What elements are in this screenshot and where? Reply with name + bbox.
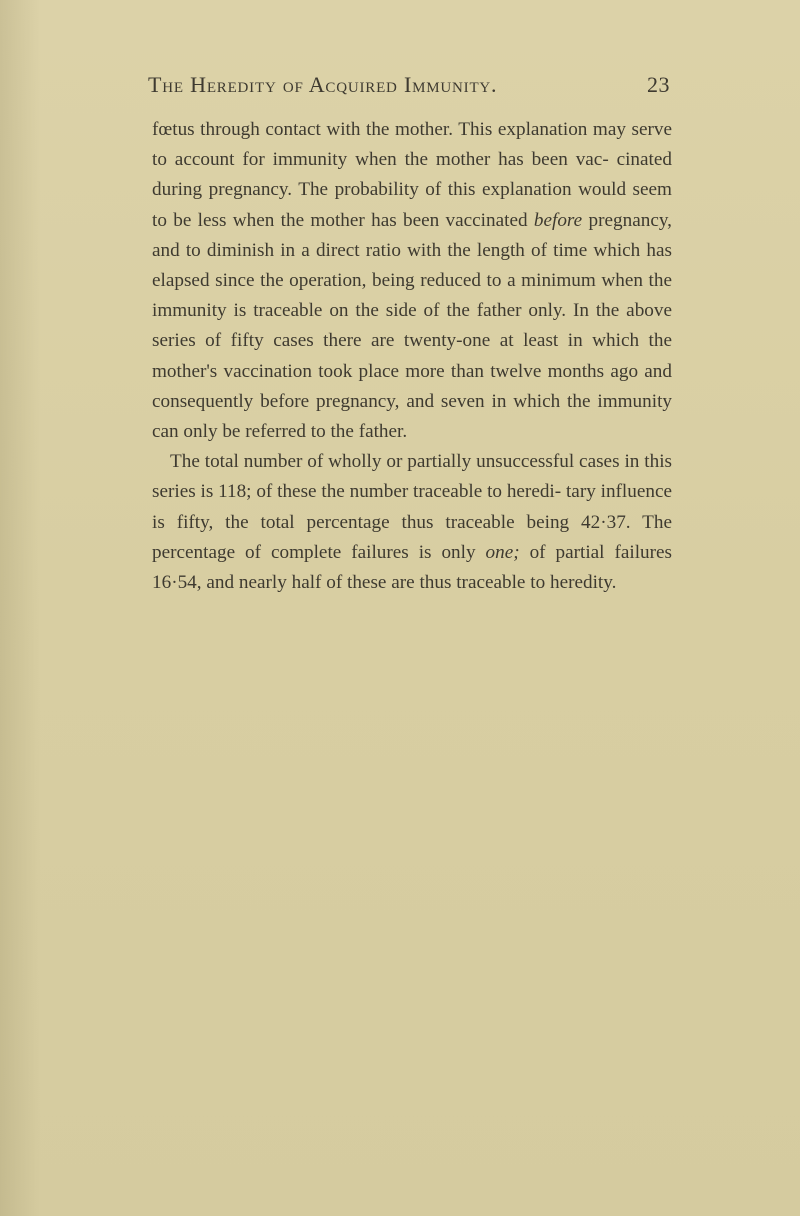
body-text: [152, 115, 672, 598]
emphasis-text: one;: [485, 541, 520, 563]
paragraph-text: The total number of wholly or partially unsuccessful cases in this series is 118; of these the number traceable to heredi- tary influence is fifty, the total percentage thus traceable being 42·37. The percentage of complete failures is only: [152, 451, 672, 563]
emphasis-text: before: [533, 209, 583, 231]
paragraph-text: of partial failures 16·54, and nearly half of these are thus traceable to heredity.: [152, 541, 672, 594]
paragraph-text: pregnancy, and to diminish in a direct ratio with the length of time which has elapsed since the operation, being reduced to a minimum when the immunity is traceable on the side of the father only. In the above series of fifty cases there are twenty-one at least in which the mother's vaccination took place more than twelve months ago and consequently before pregnancy, and seven in which the immunity can only be referred to the father.: [152, 209, 672, 443]
paragraph: [152, 447, 672, 598]
page-number: 23: [647, 72, 670, 97]
running-title: The Heredity of Acquired Immunity.: [148, 72, 498, 97]
paragraph-text: fœtus through contact with the mother. This explanation may serve to account for immunity when the mother has been vac- cinated during pregnancy. The probability of this explanation would seem to be less when the mother has been vaccinated: [152, 119, 672, 231]
paragraph: [152, 115, 672, 447]
page-header: [148, 72, 670, 104]
